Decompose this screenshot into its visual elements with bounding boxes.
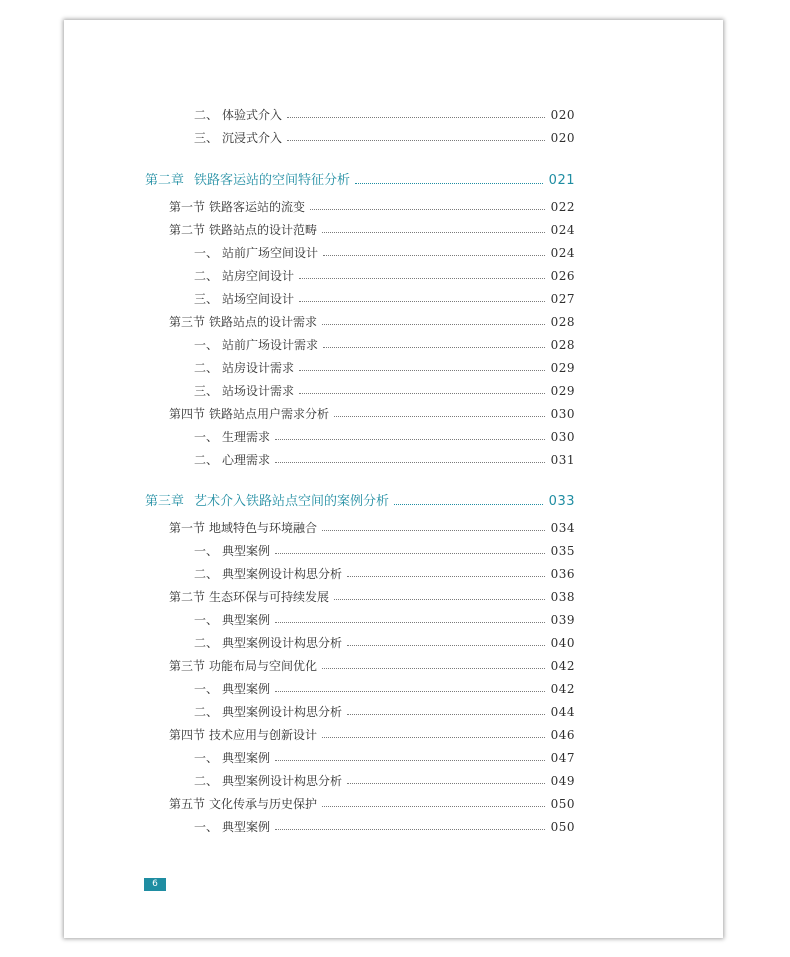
dot-leader (275, 462, 545, 463)
toc-entry-number: 第一节 (169, 521, 206, 535)
toc-entry-page: 029 (550, 361, 575, 375)
toc-entry-number: 第三节 (169, 315, 206, 329)
dot-leader (334, 599, 545, 600)
toc-entry-page: 033 (548, 494, 575, 509)
toc-entry-section[interactable] (169, 221, 575, 239)
toc-entry-title: 典型案例设计构思分析 (222, 705, 343, 719)
toc-entry-page: 039 (550, 613, 575, 627)
toc-entry-number: 一、 (194, 751, 219, 765)
toc-entry-title: 典型案例设计构思分析 (222, 567, 343, 581)
toc-entry-item[interactable] (194, 634, 575, 652)
toc-entry-item[interactable] (194, 359, 575, 377)
toc-entry-number: 第五节 (169, 797, 206, 811)
toc-entry-title: 典型案例设计构思分析 (222, 774, 343, 788)
toc-entry-title: 铁路站点的设计需求 (209, 315, 318, 329)
toc-entry-item[interactable] (194, 244, 575, 262)
dot-leader (394, 504, 543, 505)
toc-entry-page: 042 (550, 659, 575, 673)
toc-entry-page: 026 (550, 269, 575, 283)
toc-entry-title: 典型案例 (222, 544, 271, 558)
toc-entry-item[interactable] (194, 106, 575, 124)
dot-leader (299, 393, 545, 394)
toc-entry-number: 二、 (194, 774, 219, 788)
toc-entry-number: 二、 (194, 705, 219, 719)
toc-entry-number: 一、 (194, 246, 219, 260)
toc-entry-title: 站场设计需求 (222, 384, 295, 398)
dot-leader (299, 301, 545, 302)
toc-entry-page: 028 (550, 338, 575, 352)
dot-leader (334, 416, 545, 417)
toc-entry-page: 020 (550, 108, 575, 122)
toc-entry-page: 035 (550, 544, 575, 558)
toc-entry-page: 031 (550, 453, 575, 467)
dot-leader (310, 209, 545, 210)
dot-leader (347, 783, 545, 784)
toc-entry-number: 一、 (194, 430, 219, 444)
dot-leader (322, 737, 545, 738)
toc-entry-title: 站场空间设计 (222, 292, 295, 306)
dot-leader (287, 140, 545, 141)
toc-entry-chapter[interactable] (145, 492, 575, 512)
dot-leader (275, 622, 545, 623)
toc-entry-number: 二、 (194, 108, 219, 122)
toc-entry-title: 功能布局与空间优化 (209, 659, 318, 673)
toc-entry-page: 024 (550, 223, 575, 237)
toc-entry-number: 第三节 (169, 659, 206, 673)
toc-entry-item[interactable] (194, 611, 575, 629)
dot-leader (322, 324, 545, 325)
toc-entry-section[interactable] (169, 588, 575, 606)
toc-entry-title: 铁路站点的设计范畴 (209, 223, 318, 237)
toc-entry-number: 第四节 (169, 728, 206, 742)
toc-entry-title: 沉浸式介入 (222, 131, 283, 145)
toc-entry-number: 一、 (194, 338, 219, 352)
toc-entry-section[interactable] (169, 313, 575, 331)
toc-entry-page: 021 (548, 173, 575, 188)
toc-entry-section[interactable] (169, 657, 575, 675)
toc-entry-page: 036 (550, 567, 575, 581)
toc-entry-title: 艺术介入铁路站点空间的案例分析 (194, 494, 390, 509)
toc-entry-number: 二、 (194, 453, 219, 467)
dot-leader (275, 691, 545, 692)
toc-entry-title: 站房设计需求 (222, 361, 295, 375)
toc-entry-page: 038 (550, 590, 575, 604)
toc-entry-title: 技术应用与创新设计 (209, 728, 318, 742)
toc-entry-title: 生态环保与可持续发展 (209, 590, 330, 604)
dot-leader (322, 232, 545, 233)
toc-entry-page: 050 (550, 797, 575, 811)
toc-entry-number: 第一节 (169, 200, 206, 214)
toc-entry-section[interactable] (169, 795, 575, 813)
dot-leader (299, 278, 545, 279)
toc-entry-page: 042 (550, 682, 575, 696)
toc-entry-page: 022 (550, 200, 575, 214)
toc-entry-number: 二、 (194, 361, 219, 375)
toc-entry-section[interactable] (169, 519, 575, 537)
dot-leader (347, 576, 545, 577)
toc-entry-number: 二、 (194, 269, 219, 283)
toc-entry-page: 034 (550, 521, 575, 535)
page-number-badge: 6 (144, 878, 166, 891)
toc-entry-item[interactable] (194, 336, 575, 354)
dot-leader (355, 183, 543, 184)
toc-entry-title: 生理需求 (222, 430, 271, 444)
dot-leader (275, 829, 545, 830)
toc-entry-page: 049 (550, 774, 575, 788)
toc-entry-page: 050 (550, 820, 575, 834)
toc-entry-item[interactable] (194, 703, 575, 721)
toc-entry-section[interactable] (169, 198, 575, 216)
toc-entry-title: 典型案例 (222, 613, 271, 627)
toc-entry-title: 典型案例 (222, 682, 271, 696)
toc-entry-title: 文化传承与历史保护 (209, 797, 318, 811)
toc-entry-page: 047 (550, 751, 575, 765)
toc-entry-number: 一、 (194, 544, 219, 558)
toc-entry-page: 040 (550, 636, 575, 650)
toc-entry-title: 铁路客运站的流变 (209, 200, 306, 214)
toc-entry-page: 046 (550, 728, 575, 742)
toc-entry-number: 一、 (194, 613, 219, 627)
toc-entry-title: 站前广场空间设计 (222, 246, 319, 260)
toc-entry-title: 典型案例 (222, 820, 271, 834)
toc-entry-title: 体验式介入 (222, 108, 283, 122)
toc-entry-page: 027 (550, 292, 575, 306)
dot-leader (275, 439, 545, 440)
dot-leader (347, 645, 545, 646)
dot-leader (287, 117, 545, 118)
toc-entry-item[interactable] (194, 451, 575, 469)
toc-entry-item[interactable] (194, 290, 575, 308)
toc-entry-number: 第二章 (145, 173, 185, 188)
toc-entry-number: 三、 (194, 131, 219, 145)
toc-entry-number: 一、 (194, 820, 219, 834)
toc-entry-number: 三、 (194, 292, 219, 306)
toc-entry-page: 028 (550, 315, 575, 329)
dot-leader (347, 714, 545, 715)
dot-leader (322, 668, 545, 669)
dot-leader (275, 760, 545, 761)
toc-entry-title: 铁路客运站的空间特征分析 (194, 173, 351, 188)
dot-leader (323, 255, 545, 256)
toc-entry-item[interactable] (194, 542, 575, 560)
toc-entry-section[interactable] (169, 405, 575, 423)
toc-entry-number: 第二节 (169, 590, 206, 604)
toc-entry-item[interactable] (194, 749, 575, 767)
toc-entry-number: 第二节 (169, 223, 206, 237)
toc-entry-number: 三、 (194, 384, 219, 398)
dot-leader (299, 370, 545, 371)
toc-entry-title: 典型案例设计构思分析 (222, 636, 343, 650)
toc-entry-number: 第三章 (145, 494, 185, 509)
toc-entry-item[interactable] (194, 565, 575, 583)
dot-leader (323, 347, 545, 348)
toc-entry-item[interactable] (194, 818, 575, 836)
dot-leader (322, 530, 545, 531)
toc-entry-page: 030 (550, 407, 575, 421)
dot-leader (275, 553, 545, 554)
toc-entry-item[interactable] (194, 772, 575, 790)
toc-entry-item[interactable] (194, 428, 575, 446)
toc-entry-number: 一、 (194, 682, 219, 696)
toc-entry-title: 典型案例 (222, 751, 271, 765)
toc-entry-chapter[interactable] (145, 171, 575, 191)
toc-entry-page: 030 (550, 430, 575, 444)
dot-leader (322, 806, 545, 807)
toc-entry-title: 站前广场设计需求 (222, 338, 319, 352)
toc-entry-number: 二、 (194, 636, 219, 650)
toc-entry-item[interactable] (194, 129, 575, 147)
toc-entry-item[interactable] (194, 382, 575, 400)
toc-entry-number: 第四节 (169, 407, 206, 421)
toc-entry-section[interactable] (169, 726, 575, 744)
toc-entry-title: 地域特色与环境融合 (209, 521, 318, 535)
toc-entry-item[interactable] (194, 680, 575, 698)
toc-entry-page: 044 (550, 705, 575, 719)
toc-entry-title: 站房空间设计 (222, 269, 295, 283)
toc-entry-page: 020 (550, 131, 575, 145)
toc-entry-page: 029 (550, 384, 575, 398)
toc-entry-title: 铁路站点用户需求分析 (209, 407, 330, 421)
toc-entry-number: 二、 (194, 567, 219, 581)
toc-entry-title: 心理需求 (222, 453, 271, 467)
toc-entry-item[interactable] (194, 267, 575, 285)
toc-entry-page: 024 (550, 246, 575, 260)
